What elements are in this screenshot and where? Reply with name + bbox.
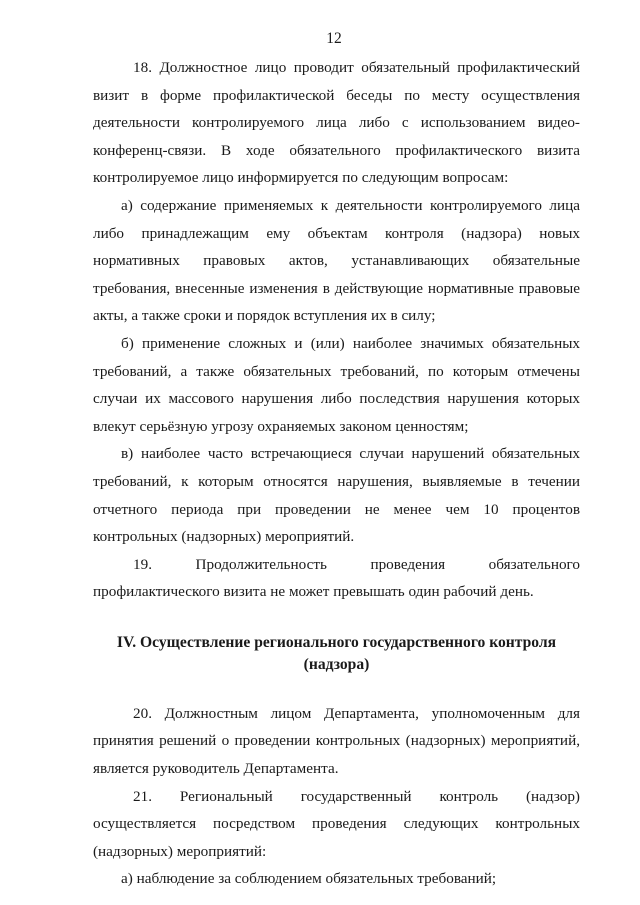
section-heading-line1: IV. Осуществление регионального государственного контроля xyxy=(116,633,557,651)
paragraph-18: 18. Должностное лицо проводит обязательный профилактический визит в форме профилактической беседы по месту осуществления деятельности контролируемого лица либо с использованием видео-конференц-связи. В ходе обязательного профилактического визита контролируемое лицо информируется по следующим вопросам: xyxy=(93,59,580,187)
paragraph-20: 20. Должностным лицом Департамента, уполномоченным для принятия решений о проведении контрольных (надзорных) мероприятий, является руководитель Департамента. xyxy=(93,704,580,778)
document-body xyxy=(93,54,580,893)
paragraph-21-a: а) наблюдение за соблюдением обязательных требований; xyxy=(121,870,497,888)
paragraph-18-b: б) применение сложных и (или) наиболее значимых обязательных требований, а также обязательных требований, по которым отмечены случаи их массового нарушения либо последствия нарушения которых влекут серьёзную угрозу охраняемых законом ценностям; xyxy=(93,334,580,435)
paragraph-19: 19. Продолжительность проведения обязательного профилактического визита не может превышать один рабочий день. xyxy=(93,555,580,601)
paragraph-21: 21. Региональный государственный контроль (надзор) осуществляется посредством проведения следующих контрольных (надзорных) мероприятий: xyxy=(93,787,580,860)
paragraph-18-c: в) наиболее часто встречающиеся случаи нарушений обязательных требований, к которым относятся нарушения, выявляемые в течении отчетного периода при проведении не менее чем 10 процентов контрольных (надзорных) мероприятий. xyxy=(93,445,580,546)
section-heading xyxy=(93,632,580,676)
section-heading-line2: (надзора) xyxy=(303,655,370,673)
page-number: 12 xyxy=(326,30,342,47)
paragraph-18-a: а) содержание применяемых к деятельности контролируемого лица либо принадлежащим ему объектам контроля (надзора) новых нормативных правовых актов, устанавливающих обязательные требования, внесенные изменения в действующие нормативные правовые акты, а также сроки и порядок вступления их в силу; xyxy=(93,196,580,325)
